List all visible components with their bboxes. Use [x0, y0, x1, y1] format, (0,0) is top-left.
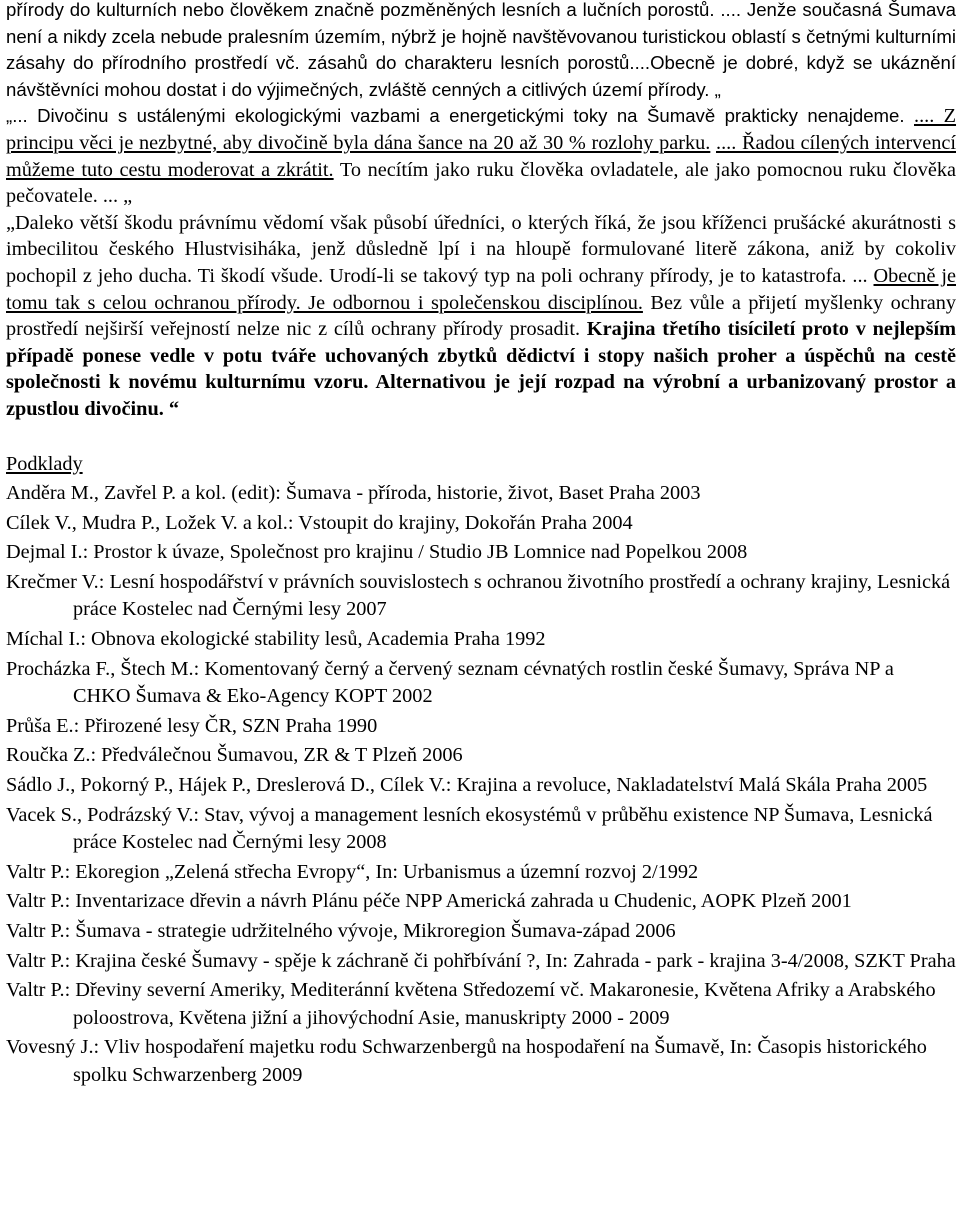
reference-item: Valtr P.: Šumava - strategie udržitelného vývoje, Mikroregion Šumava-západ 2006 [6, 920, 676, 942]
paragraph-3-underlined: Obecně je tomu tak s celou ochranou přírody. Je odbornou i společenskou disciplínou. [6, 264, 956, 314]
article-text [6, 0, 956, 423]
paragraph-1: přírody do kulturních nebo člověkem značně pozměněných lesních a lučních porostů. .... Jenže současná Šumava není a nikdy zcela nebude pralesním územím, nýbrž je hojně navštěvovanou turistickou oblastí s četnými kulturními zásahy do přírodního prostředí vč. zásahů do charakteru lesních porostů....Obecně je dobré, když se ukáznění návštěvníci mohou dostat i do výjimečných, zvláště cenných a citlivých území přírody. „ [6, 0, 956, 100]
reference-item: Procházka F., Štech M.: Komentovaný černý a červený seznam cévnatých rostlin české Šumavy, Správa NP a CHKO Šumava & Eko-Agency KOPT 2002 [6, 657, 894, 708]
reference-item: Valtr P.: Inventarizace dřevin a návrh Plánu péče NPP Americká zahrada u Chudenic, AOPK Plzeň 2001 [6, 890, 852, 913]
paragraph-3: „Daleko větší škodu právnímu vědomí však působí úředníci, o kterých říká, že jsou kříženci prušácké akurátnosti s imbecilitou českého Hlustvisiháka, jenž důsledně lpí i na hloupě formulované literě zákona, aniž by cokoliv pochopil z jeho ducha. Ti škodí všude. Urodí-li se takový typ na poli ochrany přírody, je to katastrofa. ... [6, 211, 956, 287]
reference-item: Krečmer V.: Lesní hospodářství v právních souvislostech s ochranou životního prostředí a ochrany krajiny, Lesnická práce Kostelec nad Černými lesy 2007 [6, 570, 951, 621]
reference-item: Valtr P.: Krajina české Šumavy - spěje k záchraně či pohřbívání ?, In: Zahrada - park - krajina 3-4/2008, SZKT Praha [6, 949, 956, 972]
reference-item: Míchal I.: Obnova ekologické stability lesů, Academia Praha 1992 [6, 628, 546, 651]
reference-item: Dejmal I.: Prostor k úvaze, Společnost pro krajinu / Studio JB Lomnice nad Popelkou 2008 [6, 541, 748, 564]
references-heading: Podklady [6, 452, 83, 475]
reference-item: Roučka Z.: Předválečnou Šumavou, ZR & T Plzeň 2006 [6, 744, 463, 767]
reference-item: Valtr P.: Dřeviny severní Ameriky, Mediteránní květena Středozemí vč. Makaronesie, Květena Afriky a Arabského poloostrova, Květena jižní a jihovýchodní Asie, manuskripty 2000 - 2009 [6, 979, 936, 1029]
reference-item: Vovesný J.: Vliv hospodaření majetku rodu Schwarzenbergů na hospodaření na Šumavě, In: Časopis historického spolku Schwarzenberg 2009 [6, 1036, 927, 1086]
paragraph-3-bold: Krajina třetího tisíciletí proto v nejlepším případě ponese vedle v potu tváře uchovaných zbytků dědictví i stopy našich proher a úspěchů na cestě společnosti k novému kulturnímu vzoru. Alternativou je její rozpad na výrobní a urbanizovaný prostor a zpustlou divočinu. “ [6, 318, 956, 420]
paragraph-2-underlined-2: .... Řadou cílených intervencí můžeme tuto cestu moderovat a zkrátit. [6, 131, 956, 181]
reference-item: Vacek S., Podrázský V.: Stav, vývoj a management lesních ekosystémů v průběhu existence NP Šumava, Lesnická práce Kostelec nad Černými lesy 2008 [6, 803, 933, 854]
references-section [6, 451, 956, 1090]
reference-item: Cílek V., Mudra P., Ložek V. a kol.: Vstoupit do krajiny, Dokořán Praha 2004 [6, 511, 633, 534]
paragraph-2-underlined-1: .... Z principu věci je nezbytné, aby divočině byla dána šance na 20 až 30 % rozlohy parku. [6, 105, 957, 154]
reference-item: Anděra M., Zavřel P. a kol. (edit): Šumava - příroda, historie, život, Baset Praha 2003 [6, 482, 701, 505]
reference-item: Sádlo J., Pokorný P., Hájek P., Dreslerová D., Cílek V.: Krajina a revoluce, Nakladatelství Malá Skála Praha 2005 [6, 774, 928, 797]
reference-item: Valtr P.: Ekoregion „Zelená střecha Evropy“, In: Urbanismus a územní rozvoj 2/1992 [6, 860, 699, 883]
paragraph-2-intro: „... Divočinu s ustálenými ekologickými vazbami a energetickými toky na Šumavě prakticky nenajdeme. [6, 105, 914, 127]
paragraph-2-end: To necítím jako ruku člověka ovladatele, ale jako pomocnou ruku člověka pečovatele. ... „ [6, 158, 956, 208]
reference-item: Průša E.: Přirozené lesy ČR, SZN Praha 1990 [6, 714, 378, 737]
paragraph-3-middle: Bez vůle a přijetí myšlenky ochrany prostředí nejširší veřejností nelze nic z cílů ochrany přírody prosadit. [6, 291, 956, 341]
